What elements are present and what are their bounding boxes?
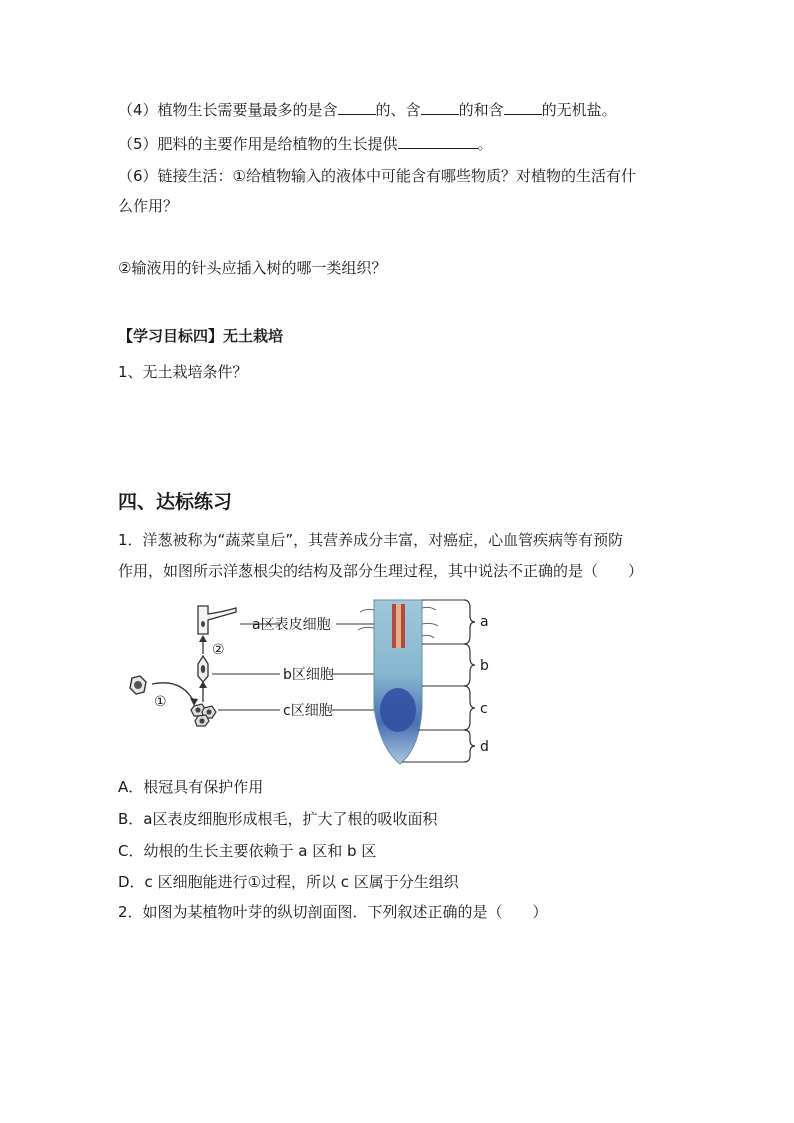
q5-blank[interactable] <box>398 134 478 149</box>
q4-suffix: 的无机盐。 <box>541 101 617 119</box>
zone-d-label: d <box>480 739 489 755</box>
label-c-cell: c区细胞 <box>283 703 333 719</box>
option-c[interactable]: C．幼根的生长主要依赖于 a 区和 b 区 <box>118 842 377 860</box>
marker-2: ② <box>212 642 225 658</box>
question-5-line <box>118 134 493 154</box>
option-b[interactable]: B．a区表皮细胞形成根毛，扩大了根的吸收面积 <box>118 810 438 828</box>
root-tip-figure <box>118 598 518 770</box>
option-a[interactable]: A．根冠具有保护作用 <box>118 778 264 796</box>
root-tip-micrograph <box>358 600 438 764</box>
q4-mid-1: 的、含 <box>375 101 421 119</box>
goal-4-heading: 【学习目标四】无土栽培 <box>118 327 284 345</box>
q4-prefix: （4）植物生长需要量最多的是含 <box>118 101 338 119</box>
q5-prefix: （5）肥料的主要作用是给植物的生长提供 <box>118 135 398 153</box>
question-1-line-1: 1．洋葱被称为“蔬菜皇后”，其营养成分丰富，对癌症，心血管疾病等有预防 <box>118 531 624 549</box>
question-1-line-2: 作用，如图所示洋葱根尖的结构及部分生理过程，其中说法不正确的是（ ） <box>118 562 644 580</box>
goal-4-item-1: 1、无土栽培条件？ <box>118 363 248 381</box>
cell-division-drawing <box>130 606 236 726</box>
question-6-line-1: （6）链接生活：①给植物输入的液体中可能含有哪些物质？对植物的生活有什 <box>118 167 636 185</box>
marker-1: ① <box>154 694 167 710</box>
question-6-sub-2: ②输液用的针头应插入树的哪一类组织？ <box>118 259 387 277</box>
zone-a-label: a <box>480 614 489 630</box>
zone-c-label: c <box>480 701 488 717</box>
q4-mid-2: 的和含 <box>458 101 504 119</box>
question-6-line-2: 么作用？ <box>118 197 179 215</box>
label-b-cell: b区细胞 <box>283 667 334 683</box>
q4-blank-3[interactable] <box>504 100 542 115</box>
q5-suffix: 。 <box>477 135 493 153</box>
option-d[interactable]: D．c 区细胞能进行①过程，所以 c 区属于分生组织 <box>118 873 459 891</box>
section-4-heading: 四、达标练习 <box>118 491 233 513</box>
q4-blank-2[interactable] <box>421 100 459 115</box>
question-2-line-1: 2．如图为某植物叶芽的纵切剖面图．下列叙述正确的是（ ） <box>118 903 548 921</box>
question-4-line <box>118 100 617 120</box>
q4-blank-1[interactable] <box>338 100 376 115</box>
label-a-cell: a区表皮细胞 <box>252 617 331 633</box>
zone-b-label: b <box>480 658 489 674</box>
